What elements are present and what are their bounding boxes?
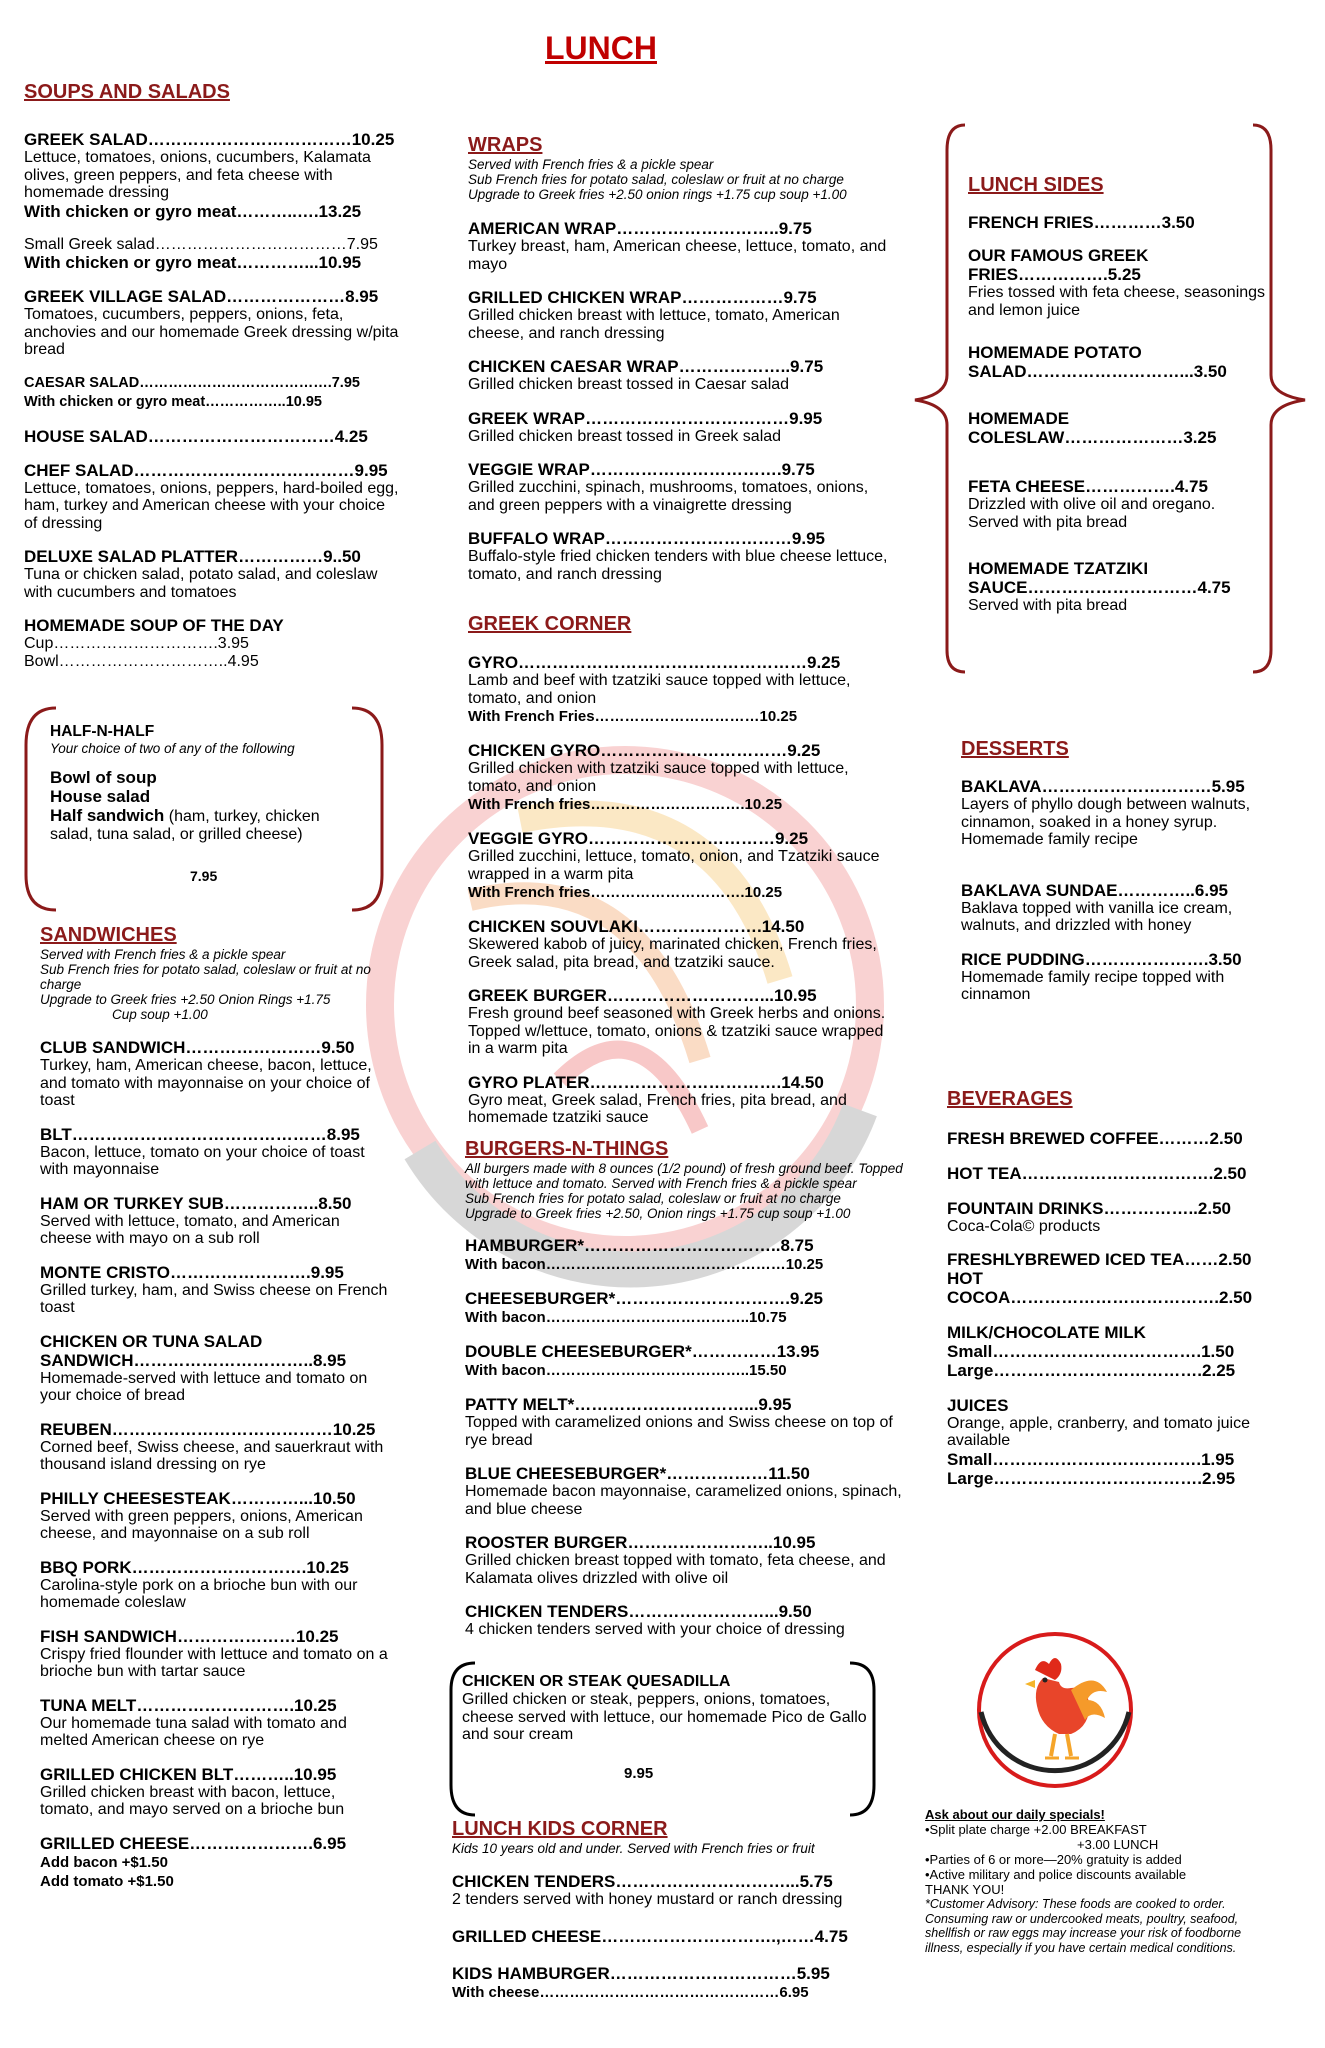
menu-item: CHICKEN CAESAR WRAP………………..9.75 Grilled chicken breast tossed in Caesar salad <box>468 357 824 393</box>
menu-item: HOT COCOA……………………………….2.50 <box>947 1268 1253 1307</box>
menu-item: Small Greek salad………………………………7.95 With chicken or gyro meat…………...10.95 <box>24 235 378 272</box>
sandwiches-section: SANDWICHES Served with French fries & a pickle spear Sub French fries for potato salad, coleslaw or fruit at no charge Upgrade to Greek fries +2.50 Onion Rings +1.75 Cup soup +1.00 CLUB SANDWICH……………………9.50 Turkey, ham, American cheese, bacon, lettuce, and tomato with mayonnaise on your choice of toast BLT………………………………………8.95 Bacon, lettuce, tomato on your choice of toast with mayonnaise HAM OR TURKEY SUB……………..8.50 Served with lettuce, tomato, and American cheese with mayo on a sub roll MONTE CRISTO…………………….9.95 Grilled turkey, ham, and Swiss cheese on French toast CHICKEN OR TUNA SALAD SANDWICH…………………………..8.95 Homemade-served with lettuce and tomato on your choice of bread REUBEN…………………………………10.25 Corned beef, Swiss cheese, and sauerkraut with thousand island dressing on rye PHILLY CHEESESTEAK…………...10.50 Served with green peppers, onions, American cheese, and mayonnaise on a sub roll BBQ PORK………………………….10.25 Carolina-style pork on a brioche bun with our homemade coleslaw FISH SANDWICH…………………10.25 Crispy fried flounder with lettuce and tomato on a brioche bun with tartar sauce TUNA MELT……………………….10.25 Our homemade tuna salad with tomato and melted American cheese on rye GRILLED CHICKEN BLT………..10.95 Grilled chicken breast with bacon, lettuce, tomato, and mayo served on a brioche bun GRILLED CHEESE………………….6.95 Add bacon +$1.50 Add tomato +$1.50 <box>40 923 390 1891</box>
menu-item: HOT TEA…………………………….2.50 <box>947 1164 1247 1183</box>
menu-item: MILK/CHOCOLATE MILK Small……………………………….1.50 Large……………………………….2.25 <box>947 1322 1236 1380</box>
menu-item: FISH SANDWICH…………………10.25 Crispy fried flounder with lettuce and tomato on a brioche bun with tartar sauce <box>40 1626 388 1680</box>
quesadilla-box: CHICKEN OR STEAK QUESADILLA Grilled chicken or steak, peppers, onions, tomatoes, cheese served with lettuce, our homemade Pico de Gallo and sour cream 9.95 <box>462 1673 867 1782</box>
menu-item: CAESAR SALAD………………………………….7.95 With chicken or gyro meat……………..10.95 <box>24 374 360 410</box>
menu-item: HAM OR TURKEY SUB……………..8.50 Served with lettuce, tomato, and American cheese with mayo on a sub roll <box>40 1193 352 1247</box>
page-title: LUNCH <box>545 30 657 66</box>
menu-item: CHICKEN TENDERS…………………………...5.75 2 tenders served with honey mustard or ranch dressing <box>452 1872 843 1908</box>
menu-item: CHICKEN TENDERS……………………...9.50 4 chicken tenders served with your choice of dressing <box>465 1602 845 1638</box>
menu-item: HOMEMADE TZATZIKI SAUCE…………………………4.75 Served with pita bread <box>968 559 1231 614</box>
menu-item: MONTE CRISTO…………………….9.95 Grilled turkey, ham, and Swiss cheese on French toast <box>40 1262 388 1316</box>
menu-item: PATTY MELT*…………………………...9.95 Topped with caramelized onions and Swiss cheese on top of rye bread <box>465 1395 893 1449</box>
menu-item: BAKLAVA SUNDAE…………..6.95 Baklava topped with vanilla ice cream, walnuts, and drizzled with honey <box>961 880 1233 934</box>
menu-item: CHICKEN GYRO……………………………9.25 Grilled chicken with tzatziki sauce topped with lettuce, tomato, and onion With French fries………………………….10.25 <box>468 741 849 813</box>
customer-advisory: *Customer Advisory: These foods are cooked to order. Consuming raw or undercooked meats, poultry, seafood, shellfish or raw eggs may increase your risk of foodborne illness, especially if you have certain medical conditions. <box>925 1897 1242 1955</box>
menu-item: BLT………………………………………8.95 Bacon, lettuce, tomato on your choice of toast with mayonnaise <box>40 1124 365 1178</box>
menu-item: RICE PUDDING………………….3.50 Homemade family recipe topped with cinnamon <box>961 949 1242 1003</box>
menu-item: CHEESEBURGER*………………………….9.25 With bacon…………………………………..10.75 <box>465 1289 824 1326</box>
desserts-section: DESSERTS BAKLAVA…………………………5.95 Layers of phyllo dough between walnuts, cinnamon, soaked in a honey syrup. Homemade family recipe BAKLAVA SUNDAE…………..6.95 Baklava topped with vanilla ice cream, walnuts, and drizzled with honey RICE PUDDING………………….3.50 Homemade family recipe topped with cinnamon <box>961 737 1281 1004</box>
menu-item: HOUSE SALAD……………………………4.25 <box>24 426 368 446</box>
menu-item: ROOSTER BURGER……………………..10.95 Grilled chicken breast topped with tomato, feta cheese, and Kalamata olives drizzled with olive oil <box>465 1533 886 1587</box>
menu-item: GREEK VILLAGE SALAD…………………8.95 Tomatoes, cucumbers, peppers, onions, feta, anchovies and our homemade Greek dressing w/pita bread <box>24 287 399 358</box>
burgers-section: BURGERS-N-THINGS All burgers made with 8 ounces (1/2 pound) of fresh ground beef. Topped with lettuce and tomato. Served with French fries & a pickle spear Sub French fries for potato salad, coleslaw or fruit at no charge Upgrade to Greek fries +2.50, Onion rings +1.75 cup soup +1.00 HAMBURGER*……………………………..8.75 With bacon…………………………………………10.25 CHEESEBURGER*………………………….9.25 With bacon…………………………………..10.75 DOUBLE CHEESEBURGER*……………13.95 With bacon…………………………………..15.50 PATTY MELT*…………………………...9.95 Topped with caramelized onions and Swiss cheese on top of rye bread BLUE CHEESEBURGER*………………11.50 Homemade bacon mayonnaise, caramelized onions, spinach, and blue cheese ROOSTER BURGER……………………..10.95 Grilled chicken breast topped with tomato, feta cheese, and Kalamata olives drizzled with olive oil CHICKEN TENDERS……………………...9.50 4 chicken tenders served with your choice of dressing <box>465 1137 905 1639</box>
menu-item: KIDS HAMBURGER……………………………5.95 With cheese…………………………………………6.95 <box>452 1963 830 2001</box>
menu-item: FOUNTAIN DRINKS……………..2.50 Coca-Cola© products <box>947 1199 1231 1235</box>
menu-item: GRILLED CHEESE………………….6.95 Add bacon +$1.50 Add tomato +$1.50 <box>40 1833 347 1890</box>
menu-item: BAKLAVA…………………………5.95 Layers of phyllo dough between walnuts, cinnamon, soaked in a honey syrup. Homemade family recipe <box>961 777 1251 848</box>
menu-item: GREEK SALAD………………………………10.25 Lettuce, tomatoes, onions, cucumbers, Kalamata olives, green peppers, and feta cheese with homemade dressing With chicken or gyro meat………..….13.25 <box>24 130 395 221</box>
menu-item: JUICES Orange, apple, cranberry, and tomato juice available Small……………………………….1.95 Large……………………………….2.95 <box>947 1395 1250 1488</box>
sides-section: LUNCH SIDES FRENCH FRIES…………3.50 OUR FAMOUS GREEK FRIES…………….5.25 Fries tossed with feta cheese, seasonings and lemon juice HOMEMADE POTATO SALAD………………………...3.50 HOMEMADE COLESLAW…………………3.25 FETA CHEESE…………….4.75 Drizzled with olive oil and oregano. Served with pita bread HOMEMADE TZATZIKI SAUCE…………………………4.75 Served with pita bread <box>968 173 1268 615</box>
rooster-logo <box>975 1630 1135 1790</box>
menu-item: VEGGIE GYRO……………………………9.25 Grilled zucchini, lettuce, tomato, onion, and Tzatziki sauce wrapped in a warm pita With French fries………………………….10.25 <box>468 829 880 901</box>
menu-item: GYRO PLATER…………………………….14.50 Gyro meat, Greek salad, French fries, pita bread, and homemade tzatziki sauce <box>468 1072 847 1126</box>
menu-item: TUNA MELT……………………….10.25 Our homemade tuna salad with tomato and melted American cheese on rye <box>40 1695 347 1749</box>
menu-item: VEGGIE WRAP…………………………….9.75 Grilled zucchini, spinach, mushrooms, tomatoes, onions, and green peppers with a vinaigrette dressing <box>468 460 869 514</box>
menu-item: HOMEMADE SOUP OF THE DAY Cup………………………….3.95 Bowl…………………………..4.95 <box>24 616 284 670</box>
soups-heading: SOUPS AND SALADS <box>24 81 230 103</box>
soups-section <box>24 80 399 670</box>
wraps-section: WRAPS Served with French fries & a pickle spear Sub French fries for potato salad, coleslaw or fruit at no charge Upgrade to Greek fries +2.50 onion rings +1.75 cup soup +1.00 AMERICAN WRAP………………………..9.75 Turkey breast, ham, American cheese, lettuce, tomato, and mayo GRILLED CHICKEN WRAP………………9.75 Grilled chicken breast with lettuce, tomato, American cheese, and ranch dressing CHICKEN CAESAR WRAP………………..9.75 Grilled chicken breast tossed in Caesar salad GREEK WRAP………………………………9.95 Grilled chicken breast tossed in Greek salad VEGGIE WRAP…………………………….9.75 Grilled zucchini, spinach, mushrooms, tomatoes, onions, and green peppers with a vinaigrette dressing BUFFALO WRAP……………………………9.95 Buffalo-style fried chicken tenders with blue cheese lettuce, tomato, and ranch dressing <box>468 133 898 583</box>
menu-item: CHEF SALAD…………………………………9.95 Lettuce, tomatoes, onions, peppers, hard-boiled egg, ham, turkey and American cheese with your choice of dressing <box>24 460 399 532</box>
menu-item: PHILLY CHEESESTEAK…………...10.50 Served with green peppers, onions, American cheese, and mayonnaise on a sub roll <box>40 1488 363 1542</box>
menu-item: DOUBLE CHEESEBURGER*……………13.95 With bacon…………………………………..15.50 <box>465 1342 820 1379</box>
menu-item: FETA CHEESE…………….4.75 Drizzled with olive oil and oregano. Served with pita bread <box>968 477 1216 531</box>
menu-item: CLUB SANDWICH……………………9.50 Turkey, ham, American cheese, bacon, lettuce, and tomato with mayonnaise on your choice of toast <box>40 1038 372 1109</box>
menu-item: BLUE CHEESEBURGER*………………11.50 Homemade bacon mayonnaise, caramelized onions, spinach, and blue cheese <box>465 1464 902 1518</box>
menu-item: HAMBURGER*……………………………..8.75 With bacon…………………………………………10.25 <box>465 1236 824 1273</box>
kids-section: LUNCH KIDS CORNER Kids 10 years old and under. Served with French fries or fruit CHICKEN TENDERS…………………………...5.75 2 tenders served with honey mustard or ranch dressing GRILLED CHEESE………………………….,……4.75 KIDS HAMBURGER……………………………5.95 With cheese…………………………………………6.95 <box>452 1817 902 2002</box>
menu-item: CHICKEN SOUVLAKI………………….14.50 Skewered kabob of juicy, marinated chicken, French fries, Greek salad, pita bread, and tzatziki sauce. <box>468 917 877 971</box>
menu-item: HOMEMADE COLESLAW…………………3.25 <box>968 409 1217 447</box>
menu-item: GRILLED CHICKEN WRAP………………9.75 Grilled chicken breast with lettuce, tomato, American cheese, and ranch dressing <box>468 288 840 342</box>
menu-item: GREEK BURGER………………………...10.95 Fresh ground beef seasoned with Greek herbs and onions. Topped w/lettuce, tomato, onions & tzatziki sauce wrapped in a warm pita <box>468 986 886 1057</box>
menu-item: CHICKEN OR TUNA SALAD SANDWICH…………………………..8.95 Homemade-served with lettuce and tomato on your choice of bread <box>40 1331 368 1404</box>
menu-item: REUBEN…………………………………10.25 Corned beef, Swiss cheese, and sauerkraut with thousand island dressing on rye <box>40 1419 384 1473</box>
footer-notes: Ask about our daily specials! •Split plate charge +2.00 BREAKFAST +3.00 LUNCH •Parties of 6 or more—20% gratuity is added •Active military and police discounts available THANK YOU! *Customer Advisory: These foods are cooked to order. Consuming raw or undercooked meats, poultry, seafood, shellfish or raw eggs may increase your risk of foodborne illness, especially if you have certain medical conditions. <box>925 1807 1280 1955</box>
menu-item: BBQ PORK………………………….10.25 Carolina-style pork on a brioche bun with our homemade coleslaw <box>40 1557 358 1611</box>
half-n-half-box: HALF-N-HALF Your choice of two of any of the following Bowl of soup House salad Half sandwich (ham, turkey, chicken salad, tuna salad, or grilled cheese) 7.95 <box>50 723 320 884</box>
menu-item: DELUXE SALAD PLATTER……………9..50 Tuna or chicken salad, potato salad, and coleslaw with cucumbers and tomatoes <box>24 547 378 601</box>
menu-item: AMERICAN WRAP………………………..9.75 Turkey breast, ham, American cheese, lettuce, tomato, and mayo <box>468 219 887 273</box>
greek-section: GREEK CORNER GYRO……………………………………………9.25 Lamb and beef with tzatziki sauce topped with lettuce, tomato, and onion With French Fries……………………………10.25 CHICKEN GYRO……………………………9.25 Grilled chicken with tzatziki sauce topped with lettuce, tomato, and onion With French fries………………………….10.25 VEGGIE GYRO……………………………9.25 Grilled zucchini, lettuce, tomato, onion, and Tzatziki sauce wrapped in a warm pita With French fries………………………….10.25 CHICKEN SOUVLAKI………………….14.50 Skewered kabob of juicy, marinated chicken, French fries, Greek salad, pita bread, and tzatziki sauce. GREEK BURGER………………………...10.95 Fresh ground beef seasoned with Greek herbs and onions. Topped w/lettuce, tomato, onions & tzatziki sauce wrapped in a warm pita GYRO PLATER…………………………….14.50 Gyro meat, Greek salad, French fries, pita bread, and homemade tzatziki sauce <box>468 612 898 1127</box>
menu-item: OUR FAMOUS GREEK FRIES…………….5.25 Fries tossed with feta cheese, seasonings and lemon juice <box>968 246 1266 319</box>
menu-item: FRESH BREWED COFFEE………2.50 <box>947 1129 1243 1148</box>
menu-item: GREEK WRAP………………………………9.95 Grilled chicken breast tossed in Greek salad <box>468 408 823 445</box>
menu-item: GYRO……………………………………………9.25 Lamb and beef with tzatziki sauce topped with lettuce, tomato, and onion With French Fries……………………………10.25 <box>468 653 851 725</box>
menu-item: GRILLED CHICKEN BLT………..10.95 Grilled chicken breast with bacon, lettuce, tomato, and mayo served on a brioche bun <box>40 1764 345 1818</box>
menu-item: GRILLED CHEESE………………………….,……4.75 <box>452 1926 848 1946</box>
beverages-section: BEVERAGES FRESH BREWED COFFEE………2.50 HOT TEA…………………………….2.50 FOUNTAIN DRINKS……………..2.50 Coca-Cola© products FRESHLYBREWED ICED TEA……2.50 HOT COCOA……………………………….2.50 MILK/CHOCOLATE MILK Small……………………………….1.50 Large……………………………….2.25 JUICES Orange, apple, cranberry, and tomato juice available Small……………………………….1.95 Large……………………………….2.95 <box>947 1087 1282 1488</box>
menu-item: FRESHLYBREWED ICED TEA……2.50 <box>947 1249 1252 1269</box>
menu-item: FRENCH FRIES…………3.50 <box>968 213 1195 232</box>
menu-item: BUFFALO WRAP……………………………9.95 Buffalo-style fried chicken tenders with blue cheese lettuce, tomato, and ranch dressing <box>468 529 888 583</box>
menu-item: HOMEMADE POTATO SALAD………………………...3.50 <box>968 343 1227 381</box>
